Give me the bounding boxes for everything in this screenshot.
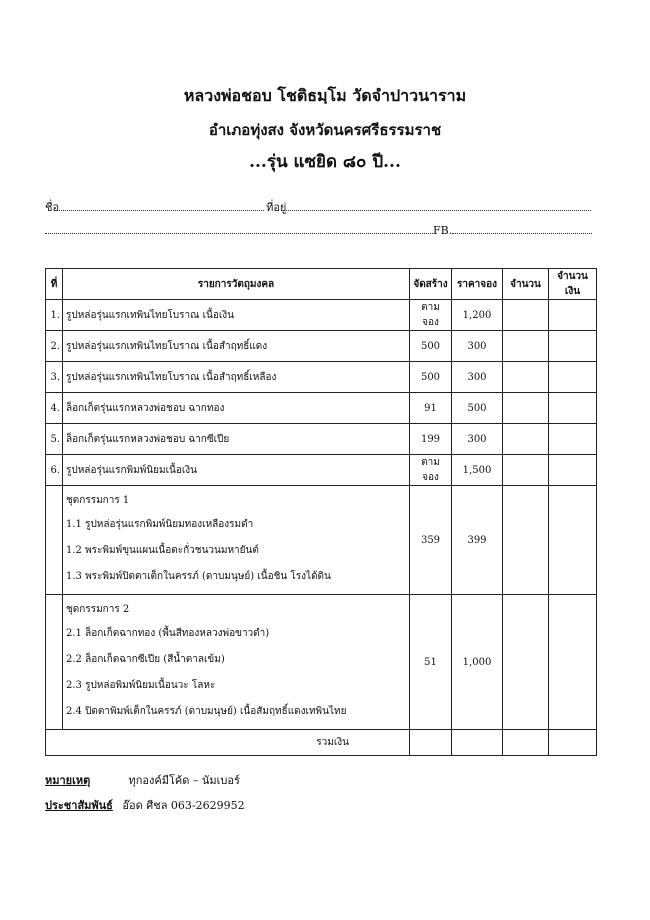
row-qty-made: 199 bbox=[410, 424, 452, 455]
note-text: ทุกองค์มีโค้ด – นัมเบอร์ bbox=[128, 774, 240, 787]
row-quantity-cell[interactable] bbox=[503, 300, 549, 331]
address-field[interactable] bbox=[286, 201, 591, 211]
address-fb-row bbox=[45, 224, 592, 237]
total-row bbox=[46, 730, 597, 756]
fb-label: FB. bbox=[433, 224, 453, 237]
contact-line bbox=[45, 796, 245, 814]
set2-title: ชุดกรรมการ 2 bbox=[66, 604, 130, 615]
row-price: 500 bbox=[452, 393, 503, 424]
row-price: 1,200 bbox=[452, 300, 503, 331]
row-item: รูปหล่อรุ่นแรกเทพินไทยโบราณ เนื้อสำฤทธิ์แดง bbox=[63, 331, 410, 362]
table-row bbox=[46, 424, 597, 455]
set1-quantity-cell[interactable] bbox=[503, 486, 549, 595]
set2-quantity-cell[interactable] bbox=[503, 595, 549, 730]
row-amount-cell[interactable] bbox=[549, 331, 597, 362]
address-continued-field[interactable] bbox=[45, 224, 433, 234]
set1-title: ชุดกรรมการ 1 bbox=[66, 495, 130, 506]
row-item: รูปหล่อรุ่นแรกเทพินไทยโบราณ เนื้อสำฤทธิ์เหลือง bbox=[63, 362, 410, 393]
row-no: 3. bbox=[46, 362, 63, 393]
set1-items bbox=[63, 486, 410, 595]
address-label: ที่อยู่ bbox=[266, 201, 287, 214]
table-row bbox=[46, 455, 597, 486]
table-row bbox=[46, 331, 597, 362]
set2-item: 2.3 รูปหล่อพิมพ์นิยมเนื้อนวะ โลหะ bbox=[66, 680, 216, 691]
row-item: รูปหล่อรุ่นแรกเทพินไทยโบราณ เนื้อเงิน bbox=[63, 300, 410, 331]
row-no: 5. bbox=[46, 424, 63, 455]
name-address-row bbox=[45, 198, 591, 216]
set1-item: 1.3 พระพิมพ์ปิดตาเต็กในครรภ์ (ดาบมนุษย์) เนื้อชิน โรงได้ดิน bbox=[66, 571, 331, 582]
header-quantity: จำนวน bbox=[503, 269, 549, 300]
edition-title: ...รุ่น แซยิด ๘๐ ปี... bbox=[249, 152, 401, 172]
header-item: รายการวัตถุมงคล bbox=[63, 269, 410, 300]
note-label: หมายเหตุ bbox=[45, 774, 91, 787]
row-amount-cell[interactable] bbox=[549, 362, 597, 393]
row-qty-made: ตามจอง bbox=[410, 300, 452, 331]
location-subtitle: อำเภอทุ่งสง จังหวัดนครศรีธรรมราช bbox=[208, 121, 442, 139]
contact-text: อ๊อด ศีชล 063-2629952 bbox=[122, 799, 245, 812]
set1-price: 399 bbox=[452, 486, 503, 595]
set2-price: 1,000 bbox=[452, 595, 503, 730]
temple-title: หลวงพ่อชอบ โชติธมฺโม วัดจำปาวนาราม bbox=[183, 86, 467, 105]
row-quantity-cell[interactable] bbox=[503, 455, 549, 486]
set2-qty-made: 51 bbox=[410, 595, 452, 730]
set1-row bbox=[46, 486, 597, 595]
total-quantity-cell[interactable] bbox=[503, 730, 549, 756]
total-amount-cell[interactable] bbox=[549, 730, 597, 756]
row-amount-cell[interactable] bbox=[549, 300, 597, 331]
set2-items bbox=[63, 595, 410, 730]
set1-item: 1.1 รูปหล่อรุ่นแรกพิมพ์นิยมทองเหลืองรมดำ bbox=[66, 519, 254, 530]
header-no: ที่ bbox=[46, 269, 63, 300]
table-row bbox=[46, 393, 597, 424]
row-no: 4. bbox=[46, 393, 63, 424]
table-row bbox=[46, 362, 597, 393]
row-item: ล็อกเก็ตรุ่นแรกหลวงพ่อชอบ ฉากซีเปีย bbox=[63, 424, 410, 455]
row-price: 300 bbox=[452, 362, 503, 393]
table-header-row bbox=[46, 269, 597, 300]
set1-item: 1.2 พระพิมพ์ขุนแผนเนื้อตะกั่วชนวนมหายันต์ bbox=[66, 545, 259, 556]
fb-field[interactable] bbox=[452, 224, 592, 234]
name-field[interactable] bbox=[59, 201, 264, 211]
row-quantity-cell[interactable] bbox=[503, 393, 549, 424]
total-label: รวมเงิน bbox=[46, 730, 410, 756]
set2-amount-cell[interactable] bbox=[549, 595, 597, 730]
row-quantity-cell[interactable] bbox=[503, 424, 549, 455]
note-line bbox=[45, 771, 240, 789]
row-no: 2. bbox=[46, 331, 63, 362]
total-blank-2 bbox=[452, 730, 503, 756]
set2-item: 2.1 ล็อกเก็ตฉากทอง (พื้นสีทองหลวงพ่อขาวดำ) bbox=[66, 628, 270, 639]
total-blank-1 bbox=[410, 730, 452, 756]
row-qty-made: 500 bbox=[410, 362, 452, 393]
order-table bbox=[45, 268, 597, 756]
row-amount-cell[interactable] bbox=[549, 455, 597, 486]
row-item: รูปหล่อรุ่นแรกพิมพ์นิยมเนื้อเงิน bbox=[63, 455, 410, 486]
row-no: 6. bbox=[46, 455, 63, 486]
row-price: 300 bbox=[452, 424, 503, 455]
row-qty-made: ตามจอง bbox=[410, 455, 452, 486]
header-price: ราคาจอง bbox=[452, 269, 503, 300]
set2-item: 2.4 ปิดตาพิมพ์เต็กในครรภ์ (ดาบมนุษย์) เนื้อสัมฤทธิ์แดงเทพินไทย bbox=[66, 706, 347, 717]
table-row bbox=[46, 300, 597, 331]
row-price: 300 bbox=[452, 331, 503, 362]
row-no: 1. bbox=[46, 300, 63, 331]
set1-qty-made: 359 bbox=[410, 486, 452, 595]
set1-no bbox=[46, 486, 63, 595]
set1-amount-cell[interactable] bbox=[549, 486, 597, 595]
header-amount: จำนวนเงิน bbox=[549, 269, 597, 300]
row-qty-made: 91 bbox=[410, 393, 452, 424]
row-quantity-cell[interactable] bbox=[503, 362, 549, 393]
row-quantity-cell[interactable] bbox=[503, 331, 549, 362]
contact-label: ประชาสัมพันธ์ bbox=[45, 799, 113, 812]
row-amount-cell[interactable] bbox=[549, 424, 597, 455]
row-item: ล็อกเก็ตรุ่นแรกหลวงพ่อชอบ ฉากทอง bbox=[63, 393, 410, 424]
row-qty-made: 500 bbox=[410, 331, 452, 362]
set2-row bbox=[46, 595, 597, 730]
row-amount-cell[interactable] bbox=[549, 393, 597, 424]
set2-no bbox=[46, 595, 63, 730]
row-price: 1,500 bbox=[452, 455, 503, 486]
name-label: ชื่อ bbox=[45, 201, 60, 214]
header-qty-made: จัดสร้าง bbox=[410, 269, 452, 300]
set2-item: 2.2 ล็อกเก็ตฉากซีเปีย (สีน้ำตาลเข้ม) bbox=[66, 654, 225, 665]
